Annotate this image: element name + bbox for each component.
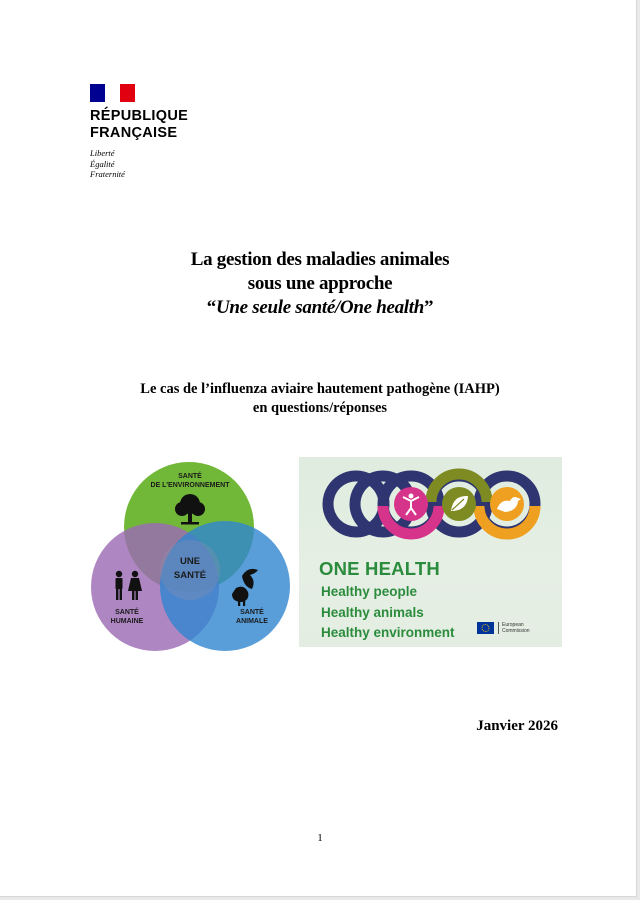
marianne-flag-icon: [90, 84, 135, 102]
venn-right-label-1: SANTÉ: [240, 609, 264, 616]
venn-top-label-2: DE L’ENVIRONNEMENT: [150, 482, 230, 489]
logo-name-line2: FRANÇAISE: [90, 125, 178, 141]
venn-right-label-2: ANIMALE: [236, 618, 268, 625]
ec-line1: European: [502, 622, 524, 628]
venn-center-label-1: UNE: [179, 556, 201, 567]
title-line1: La gestion des maladies animales: [190, 249, 450, 270]
logo-name-line1: RÉPUBLIQUE: [90, 108, 189, 124]
document-subtitle: [0, 380, 640, 418]
healthy-animals-text: Healthy animals: [321, 605, 424, 620]
logo-name: [90, 108, 188, 142]
venn-left-label-2: HUMAINE: [110, 618, 144, 625]
european-commission-logo: [477, 622, 530, 634]
one-health-title: ONE HEALTH: [319, 558, 440, 579]
logo-motto: [90, 148, 188, 180]
venn-left-label-1: SANTÉ: [115, 609, 139, 616]
motto-egalite: Égalité: [90, 158, 115, 169]
republique-francaise-logo: [90, 84, 188, 180]
eu-flag-icon: [477, 622, 494, 634]
venn-top-label-1: SANTÉ: [178, 473, 202, 480]
healthy-people-text: Healthy people: [321, 584, 418, 599]
motto-liberte: Liberté: [90, 148, 115, 158]
page-number: 1: [317, 832, 323, 844]
title-line2: sous une approche: [247, 273, 393, 294]
healthy-environment-text: Healthy environment: [321, 625, 455, 640]
document-date: Janvier 2026: [476, 718, 558, 734]
ec-line2: Commission: [502, 628, 530, 634]
one-health-venn-diagram: [90, 458, 302, 654]
venn-center-label-2: SANTÉ: [173, 570, 207, 581]
motto-fraternite: Fraternité: [90, 169, 125, 179]
subtitle-line2: en questions/réponses: [252, 400, 388, 416]
subtitle-line1: Le cas de l’influenza aviaire hautement pathogène (IAHP): [140, 381, 500, 397]
one-health-chain-graphic: [299, 457, 562, 552]
one-health-banner: [299, 457, 562, 647]
title-line3: “Une seule santé/One health”: [206, 297, 434, 318]
document-title: [0, 248, 640, 320]
